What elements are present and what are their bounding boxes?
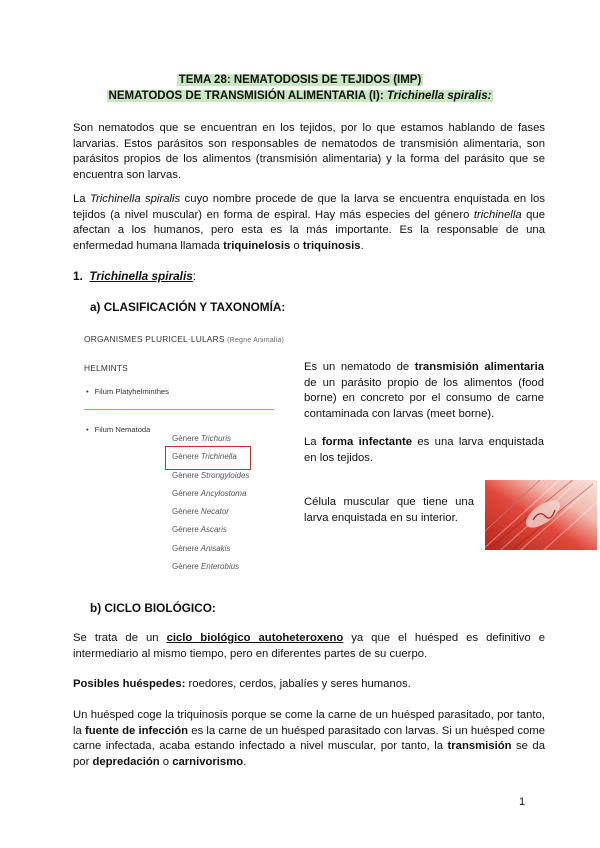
muscle-cell-illustration — [485, 480, 597, 550]
genus-ascaris: Gènere Ascaris — [172, 525, 227, 534]
side-paragraph-1: Es un nematodo de transmisión alimentaria de un parásito propio de los alimentos (food borne) en concreto por el consumo de carne contaminada con larvas (meet borne). — [304, 361, 544, 420]
genus-necator: Gènere Necator — [172, 507, 229, 516]
subsection-b-heading: b) CICLO BIOLÓGICO: — [90, 601, 216, 615]
side-paragraph-2: La forma infectante es una larva enquistada en los tejidos. — [304, 436, 544, 464]
section-1-heading: 1. Trichinella spiralis: — [73, 269, 197, 283]
intro-paragraph: Son nematodos que se encuentran en los tejidos, por lo que estamos hablando de fases larvarias. Estos parásitos son responsables de nematodos de transmisión alimentaria, son parásitos propios de los alimentos (transmisión alimentaria) y la forma del parásito que se encuentra son larvas. — [73, 122, 545, 181]
genus-ancylostoma: Gènere Ancylostoma — [172, 489, 247, 498]
side-paragraph-3: Célula muscular que tiene una larva enquistada en su interior. — [304, 496, 474, 524]
doc-title — [0, 74, 600, 86]
title-line-1: TEMA 28: NEMATODOSIS DE TEJIDOS (IMP) — [178, 74, 422, 86]
genus-strongyloides: Gènere Strongyloides — [172, 471, 250, 480]
hosts-paragraph: Posibles huéspedes: roedores, cerdos, jabalíes y seres humanos. — [73, 678, 411, 690]
subsection-a-heading: a) CLASIFICACIÓN Y TAXONOMÍA: — [90, 300, 286, 314]
cycle-paragraph: Se trata de un ciclo biológico autoheteroxeno ya que el huésped es definitivo e intermediario al mismo tiempo, pero en diferentes partes de su cuerpo. — [73, 632, 545, 660]
phylum-nematoda: • Filum Nematoda — [86, 425, 150, 434]
taxonomy-heading: ORGANISMES PLURICEL·LULARS (Regne Animalia) — [84, 334, 285, 344]
taxonomy-group: HELMINTS — [84, 363, 128, 373]
genus-trichuris: Gènere Trichuris — [172, 434, 231, 443]
infection-paragraph: Un huésped coge la triquinosis porque se come la carne de un huésped parasitado, por tanto, la fuente de infección es la carne de un huésped parasitado con larvas. Si un huésped come carne infectada, acaba estando infectado a nivel muscular, por tanto, la transmisión se da por depredación o carnivorismo. — [73, 709, 545, 768]
genus-trichinella: Gènere Trichinella — [172, 452, 237, 461]
species-paragraph: La Trichinella spiralis cuyo nombre procede de que la larva se encuentra enquistada en los tejidos (a nivel muscular) en forma de espiral. Hay más especies del género trichinella que afectan a los humanos, pero esta es la más importante. Es la responsable de una enfermedad humana llamada triquinelosis o triquinosis. — [73, 193, 545, 252]
genus-enterobius: Gènere Enterobius — [172, 562, 240, 571]
muscle-cell-image — [485, 480, 597, 550]
page-number: 1 — [519, 796, 526, 808]
doc-subtitle — [0, 90, 600, 102]
title-line-2: NEMATODOS DE TRANSMISIÓN ALIMENTARIA (I): Trichinella spiralis: — [108, 90, 492, 102]
taxonomy-divider — [84, 409, 274, 410]
genus-anisakis: Gènere Anisakis — [172, 544, 231, 553]
phylum-platyhelminthes: • Filum Platyhelminthes — [86, 387, 169, 396]
